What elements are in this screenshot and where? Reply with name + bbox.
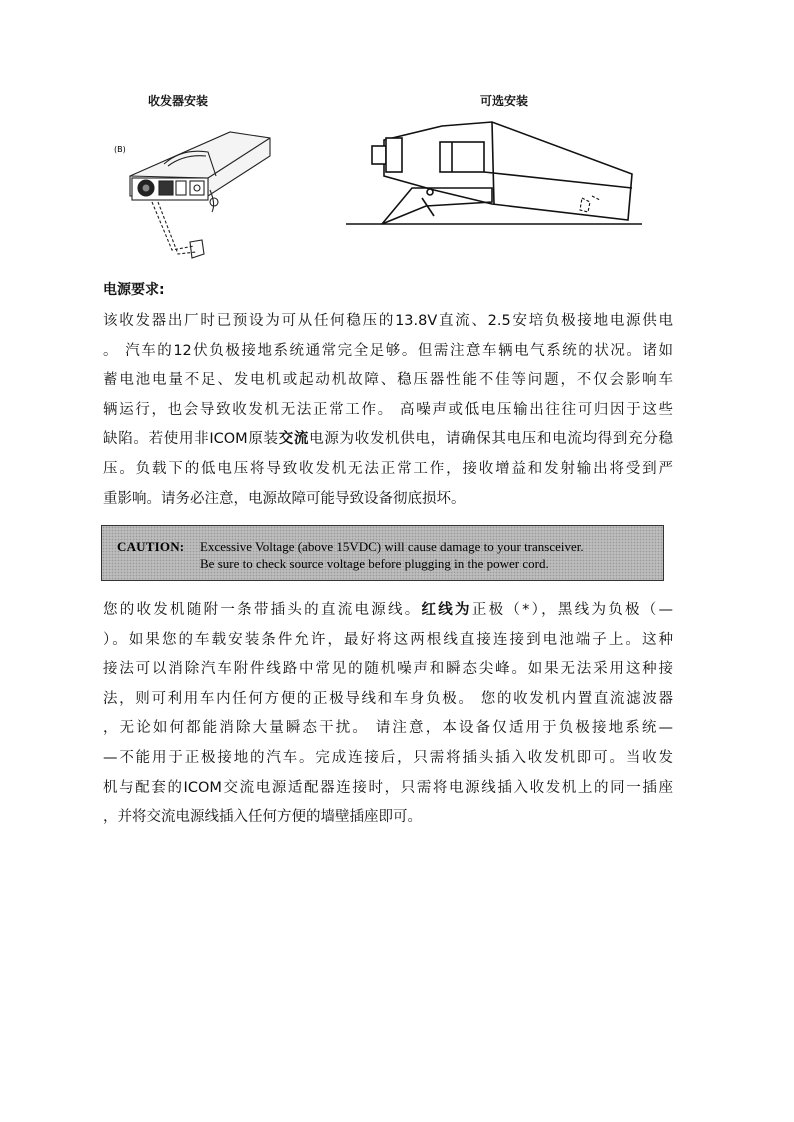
paragraph1-bold-text: 交流 <box>278 431 310 448</box>
paragraph2-text: 您的收发机随附一条带插头的直流电源线。 <box>103 602 422 618</box>
figure-caption-optional-mounting: 可选安装 <box>480 94 529 108</box>
figure-caption-transceiver-mounting: 收发器安装 <box>148 94 209 108</box>
paragraph1-line: 该收发器出厂时已预设为可从任何稳压的13.8V直流、2.5安培负极接地电源供电 <box>103 313 673 329</box>
paragraph-dc-power-cable <box>103 596 673 833</box>
paragraph1-line <box>103 425 673 455</box>
paragraph1-line: 重影响。请务必注意，电源故障可能导致设备彻底损坏。 <box>103 490 466 507</box>
paragraph2-line: ，无论如何都能消除大量瞬态干扰。 请注意，本设备仅适用于负极接地系统— <box>103 720 673 737</box>
transceiver-mounting-illustration <box>112 118 272 266</box>
paragraph2-text: 正极（*），黑线为负极（— <box>471 602 674 618</box>
paragraph2-line: —不能用于正极接地的汽车。完成连接后，只需将插头插入收发机即可。当收发 <box>103 749 673 766</box>
section-heading-power-requirements: 电源要求: <box>103 282 165 298</box>
paragraph2-line: 法，则可利用车内任何方便的正极导线和车身负极。 您的收发机内置直流滤波器 <box>103 690 673 707</box>
paragraph1-line: 压。负载下的低电压将导致收发机无法正常工作，接收增益和发射输出将受到严 <box>103 460 673 477</box>
caution-text-line: Excessive Voltage (above 15VDC) will cause damage to your transceiver. <box>200 539 584 554</box>
optional-mounting-illustration <box>342 112 646 234</box>
paragraph2-line: ）。如果您的车载安装条件允许，最好将这两根线直接连接到电池端子上。这种 <box>103 631 673 648</box>
paragraph1-line: 辆运行，也会导致收发机无法正常工作。 高噪声或低电压输出往往可归因于这些 <box>103 401 673 418</box>
paragraph2-line: 接法可以消除汽车附件线路中常见的随机噪声和瞬态尖峰。如果无法采用这种接 <box>103 661 673 678</box>
paragraph1-line: 。 汽车的12伏负极接地系统通常完全足够。但需注意车辆电气系统的状况。诸如 <box>103 342 673 359</box>
paragraph1-text: 电源为收发机供电，请确保其电压和电流均得到充分稳 <box>309 431 674 448</box>
figure-marker-b: (B) <box>114 145 126 154</box>
paragraph2-bold-text: 红线为 <box>421 602 472 618</box>
paragraph2-line <box>103 596 673 626</box>
caution-text-line: Be sure to check source voltage before plugging in the power cord. <box>200 556 549 571</box>
paragraph1-line: 蓄电池电量不足、发电机或起动机故障、稳压器性能不佳等问题，不仅会影响车 <box>103 372 673 389</box>
caution-label: CAUTION: <box>117 539 185 554</box>
paragraph2-line: 机与配套的ICOM交流电源适配器连接时，只需将电源线插入收发机上的同一插座 <box>103 779 673 796</box>
paragraph-power-requirements <box>103 307 673 514</box>
caution-box <box>101 525 664 581</box>
paragraph2-line: ，并将交流电源线插入任何方便的墙壁插座即可。 <box>103 809 422 826</box>
paragraph1-text: 缺陷。若使用非ICOM原装 <box>103 431 279 448</box>
